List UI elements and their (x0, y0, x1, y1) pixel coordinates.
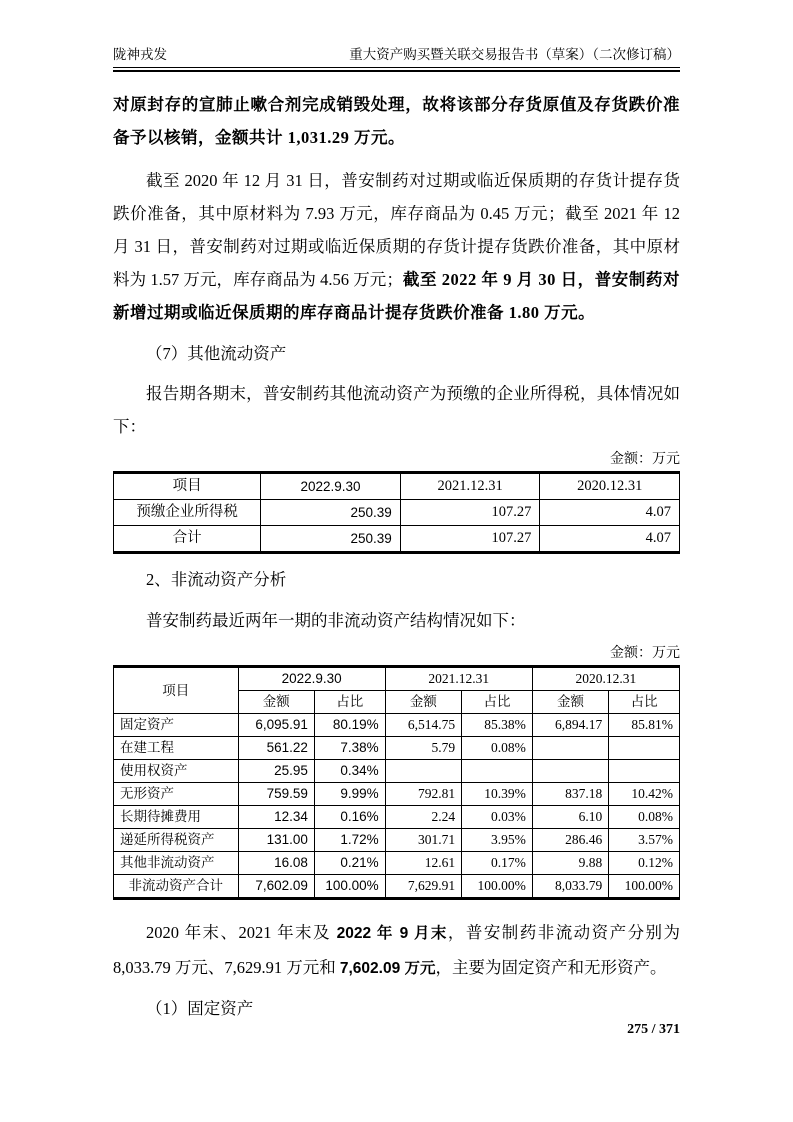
table-row (114, 500, 680, 526)
paragraph-provision (113, 164, 680, 329)
ratio-2020: 85.81% (609, 714, 680, 737)
heading-other-current-assets: （7）其他流动资产 (146, 344, 287, 363)
table-header-row-periods (114, 667, 680, 691)
column-header-2021: 2021.12.31 (385, 667, 532, 691)
amount-2022: 7,602.09 (238, 875, 314, 899)
row-label: 使用权资产 (114, 760, 239, 783)
ratio-2021: 85.38% (462, 714, 533, 737)
header-company-name: 陇神戎发 (113, 47, 167, 62)
header-report-title: 重大资产购买暨关联交易报告书（草案）（二次修订稿） (349, 47, 680, 62)
column-header-2020: 2020.12.31 (532, 667, 679, 691)
amount-2022: 6,095.91 (238, 714, 314, 737)
summary-seg1: 2020 年末、2021 年末及 (146, 923, 337, 942)
ratio-2022: 80.19% (314, 714, 385, 737)
column-header-item: 项目 (114, 473, 261, 500)
ratio-2021: 3.95% (462, 829, 533, 852)
amount-2022: 16.08 (238, 852, 314, 875)
table1-unit-caption: 金额：万元 (610, 452, 680, 467)
value-2022: 250.39 (261, 526, 401, 553)
table-row-long-term-prepaid (114, 806, 680, 829)
row-label: 合计 (114, 526, 261, 553)
ratio-2022: 7.38% (314, 737, 385, 760)
amount-2020: 286.46 (532, 829, 608, 852)
amount-2021: 301.71 (385, 829, 461, 852)
noncurrent-assets-table (113, 665, 680, 900)
table-total-row (114, 526, 680, 553)
paragraph-noncurrent-intro: 普安制药最近两年一期的非流动资产结构情况如下： (146, 611, 526, 630)
table2-unit-caption: 金额：万元 (610, 646, 680, 661)
table-row-right-of-use (114, 760, 680, 783)
ratio-2022: 100.00% (314, 875, 385, 899)
ratio-2020 (609, 737, 680, 760)
header-rule (113, 67, 680, 72)
value-2021: 107.27 (400, 526, 540, 553)
table-row-intangible (114, 783, 680, 806)
ratio-2021 (462, 760, 533, 783)
amount-2020: 837.18 (532, 783, 608, 806)
column-header-item: 项目 (114, 667, 239, 714)
amount-2020: 6.10 (532, 806, 608, 829)
summary-seg5: ，主要为固定资产和无形资产。 (435, 958, 667, 977)
subheader-amount-2021: 金额 (385, 691, 461, 714)
amount-2022: 25.95 (238, 760, 314, 783)
subheader-amount-2022: 金额 (238, 691, 314, 714)
amount-2020: 9.88 (532, 852, 608, 875)
ratio-2022: 0.21% (314, 852, 385, 875)
amount-2021 (385, 760, 461, 783)
paragraph-other-current-intro: 报告期各期末，普安制药其他流动资产为预缴的企业所得税，具体情况如下： (113, 384, 680, 436)
amount-2020: 6,894.17 (532, 714, 608, 737)
amount-2021: 6,514.75 (385, 714, 461, 737)
page-header (113, 46, 680, 64)
ratio-2022: 0.16% (314, 806, 385, 829)
writeoff-text: 对原封存的宣肺止嗽合剂完成销毁处理，故将该部分存货原值及存货跌价准备予以核销，金额共计 1,031.29 万元。 (113, 95, 680, 147)
subheader-ratio-2021: 占比 (462, 691, 533, 714)
column-header-2021: 2021.12.31 (400, 473, 540, 500)
ratio-2021: 0.08% (462, 737, 533, 760)
ratio-2022: 0.34% (314, 760, 385, 783)
column-header-2022: 2022.9.30 (238, 667, 385, 691)
provision-regular-text: 截至 2020 年 12 月 31 日，普安制药对过期或临近保质期的存货计提存货跌价准备，其中原材料为 7.93 万元，库存商品为 0.45 万元；截至 2021 年 12 月 31 日，普安制药对过期或临近保质期的存货计提存货跌价准备，其中原材料为 1.57 万元，库存商品为 4.56 万元； (113, 171, 680, 289)
ratio-2020: 0.12% (609, 852, 680, 875)
row-label: 长期待摊费用 (114, 806, 239, 829)
subheader-amount-2020: 金额 (532, 691, 608, 714)
summary-date-bold: 2022 年 9 月末 (336, 925, 448, 942)
row-label: 非流动资产合计 (114, 875, 239, 899)
row-label: 固定资产 (114, 714, 239, 737)
table-header-row (114, 473, 680, 500)
table-total-row (114, 875, 680, 899)
heading-noncurrent-analysis: 2、非流动资产分析 (146, 570, 287, 589)
row-label: 其他非流动资产 (114, 852, 239, 875)
value-2021: 107.27 (400, 500, 540, 526)
amount-2021: 792.81 (385, 783, 461, 806)
amount-2020 (532, 760, 608, 783)
row-label: 递延所得税资产 (114, 829, 239, 852)
amount-2021: 2.24 (385, 806, 461, 829)
ratio-2021: 0.03% (462, 806, 533, 829)
amount-2021: 5.79 (385, 737, 461, 760)
ratio-2020 (609, 760, 680, 783)
ratio-2021: 0.17% (462, 852, 533, 875)
amount-2022: 561.22 (238, 737, 314, 760)
amount-2020 (532, 737, 608, 760)
paragraph-writeoff (113, 88, 680, 154)
amount-2021: 12.61 (385, 852, 461, 875)
column-header-2020: 2020.12.31 (540, 473, 680, 500)
table-row-fixed-assets (114, 714, 680, 737)
subheader-ratio-2020: 占比 (609, 691, 680, 714)
ratio-2020: 3.57% (609, 829, 680, 852)
amount-2022: 759.59 (238, 783, 314, 806)
amount-2020: 8,033.79 (532, 875, 608, 899)
ratio-2022: 9.99% (314, 783, 385, 806)
table-row-deferred-tax (114, 829, 680, 852)
ratio-2020: 100.00% (609, 875, 680, 899)
amount-2022: 12.34 (238, 806, 314, 829)
row-label: 在建工程 (114, 737, 239, 760)
provision-bold-text: 截至 2022 年 9 月 30 日，普安制药对新增过期或临近保质期的库存商品计提存货跌价准备 1.80 万元。 (113, 270, 681, 322)
table-row-other-noncurrent (114, 852, 680, 875)
ratio-2021: 10.39% (462, 783, 533, 806)
ratio-2020: 10.42% (609, 783, 680, 806)
subheader-ratio-2022: 占比 (314, 691, 385, 714)
value-2022: 250.39 (261, 500, 401, 526)
value-2020: 4.07 (540, 526, 680, 553)
value-2020: 4.07 (540, 500, 680, 526)
amount-2021: 7,629.91 (385, 875, 461, 899)
row-label: 无形资产 (114, 783, 239, 806)
other-current-assets-table (113, 471, 680, 554)
row-label: 预缴企业所得税 (114, 500, 261, 526)
amount-2022: 131.00 (238, 829, 314, 852)
summary-amount-bold: 7,602.09 万元 (339, 960, 436, 977)
ratio-2022: 1.72% (314, 829, 385, 852)
ratio-2020: 0.08% (609, 806, 680, 829)
column-header-2022: 2022.9.30 (261, 473, 401, 500)
page-number: 275 / 371 (627, 1022, 680, 1037)
table-row-construction (114, 737, 680, 760)
ratio-2021: 100.00% (462, 875, 533, 899)
heading-fixed-assets: （1）固定资产 (146, 999, 254, 1018)
paragraph-noncurrent-summary (113, 916, 680, 986)
summary-seg3: ，普安制药非流动资产分别为 8,033.79 万元、7,629.91 万元和 (113, 923, 681, 977)
